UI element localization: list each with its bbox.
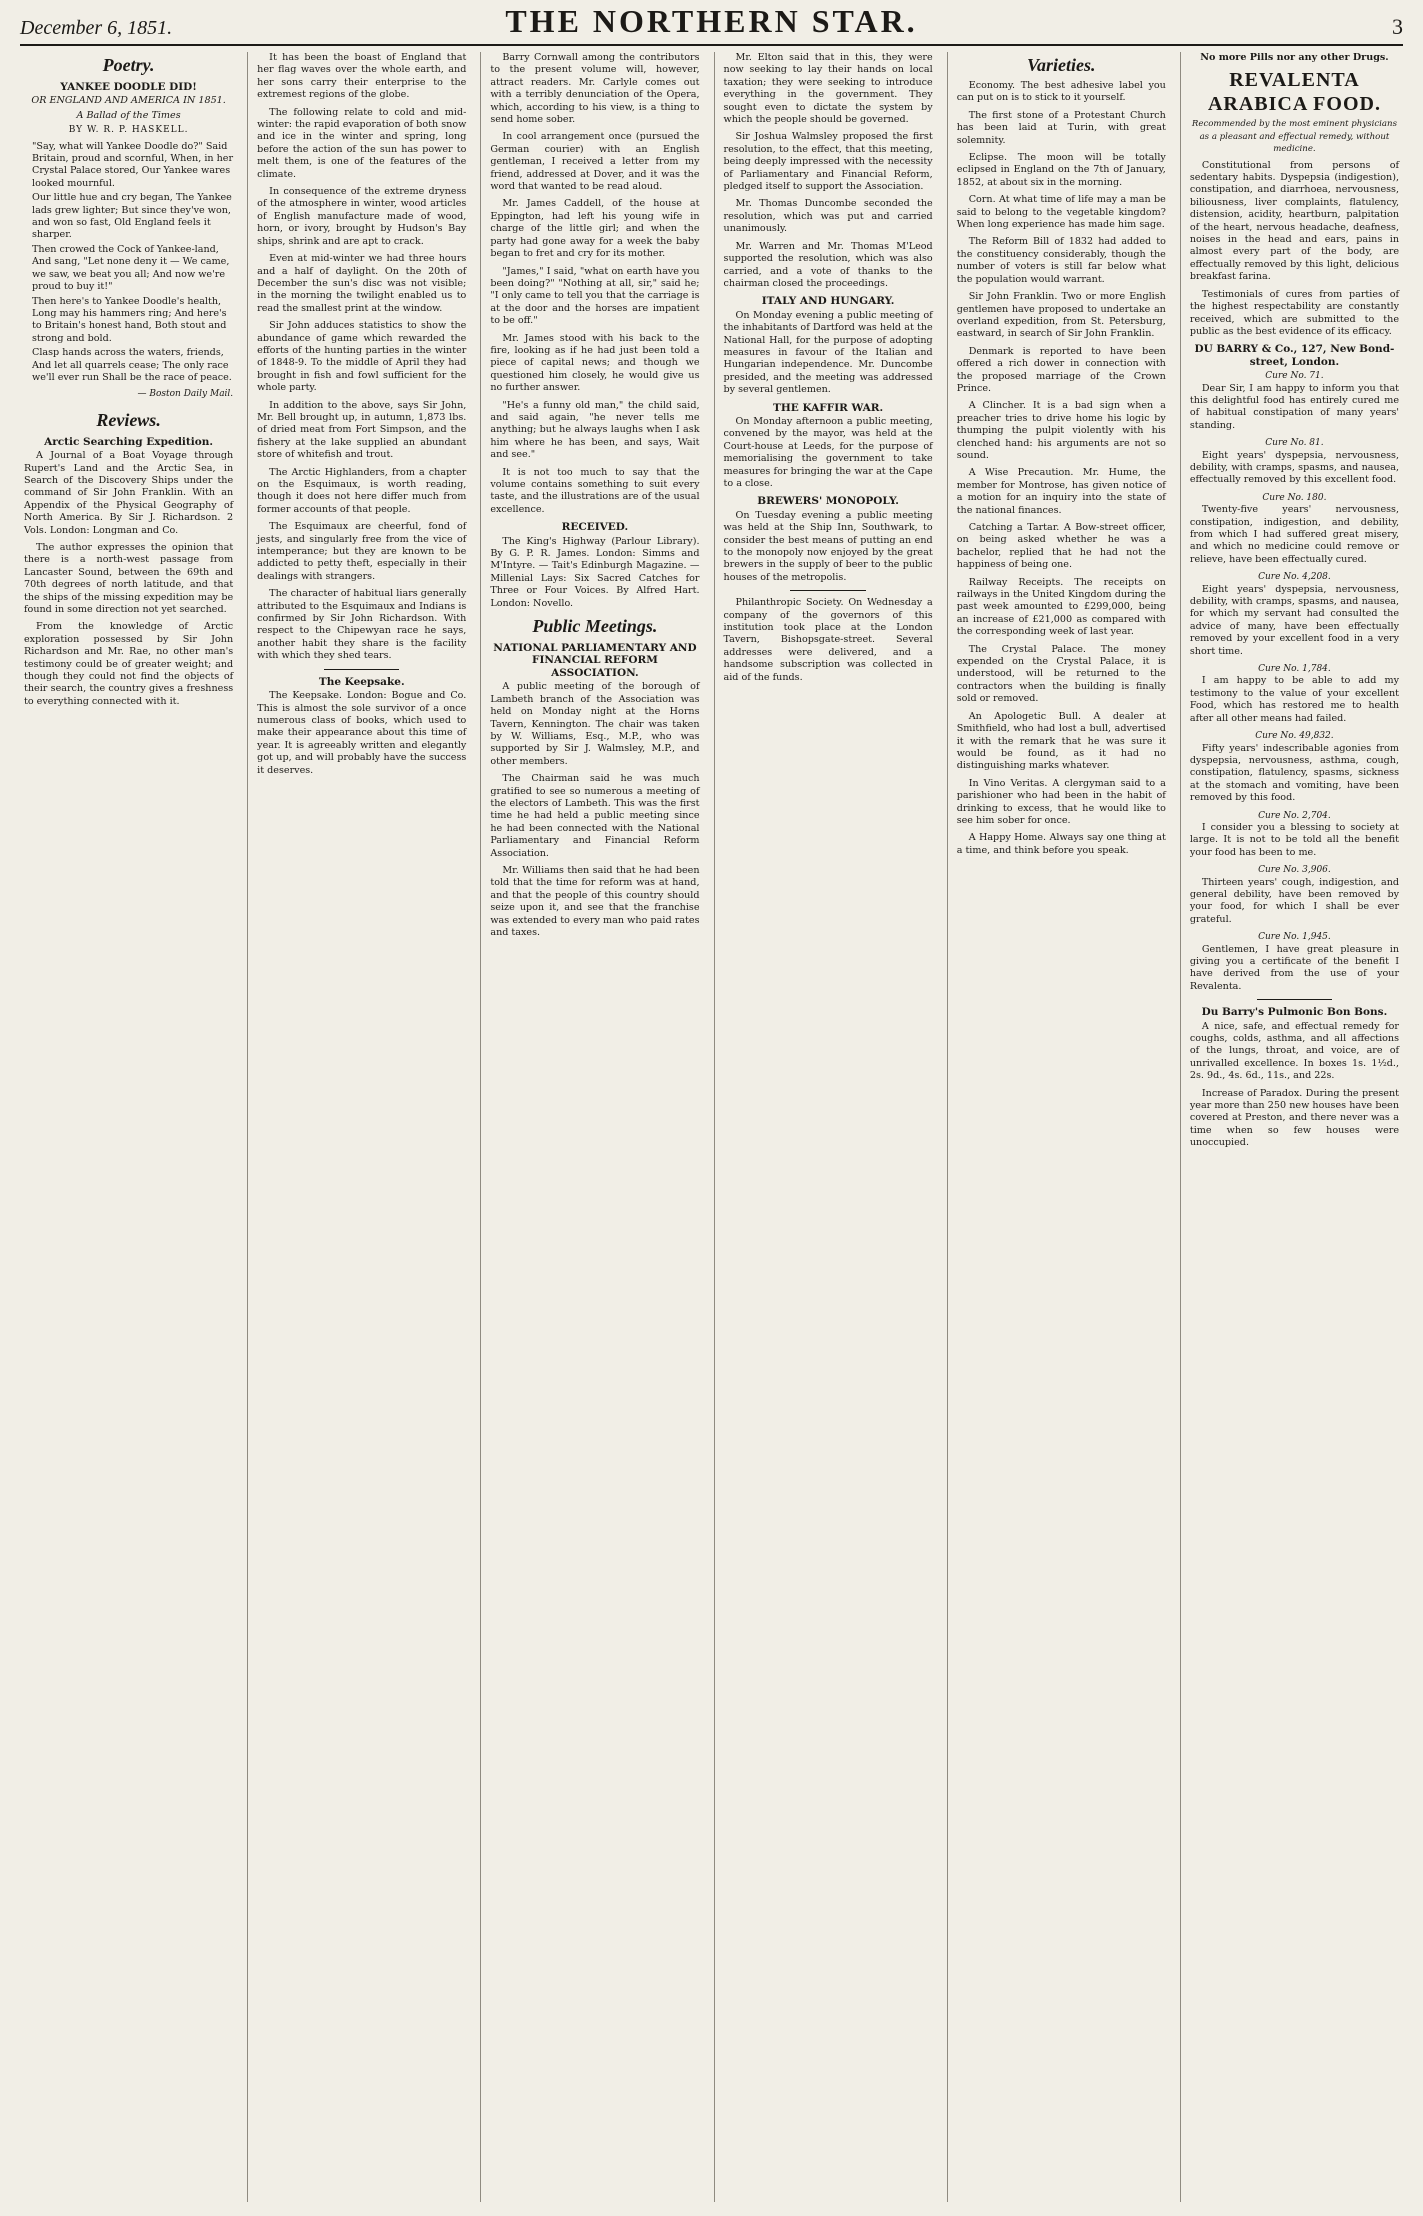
variety-item: In Vino Veritas. A clergyman said to a parishioner who had been in the habit of drinking to excess, that he would like to see him sober for once. — [956, 777, 1166, 826]
cure-number: Cure No. 71. — [1265, 371, 1324, 382]
cure-text: Dear Sir, I am happy to inform you that this delightful food has entirely cured me of habitual constipation of many years' standing. — [1189, 382, 1400, 431]
cure-text: Fifty years' indescribable agonies from dyspepsia, nervousness, asthma, cough, constipation, flatulency, spasms, sickness at the stomach and vomiting, have been removed by this food. — [1189, 742, 1400, 804]
article-paragraph: Barry Cornwall among the contributors to the present volume will, however, attract readers. Mr. Carlyle comes out with a terribly denunciation of the Opera, which, according to his view, is a thing to send home sober. — [490, 52, 700, 126]
italy-hungary-title: ITALY AND HUNGARY. — [761, 295, 895, 308]
italy-hungary-paragraph: On Monday evening a public meeting of the inhabitants of Dartford was held at the National Hall, for the purpose of adopting measures in favour of the Italian and Hungarian independence. Mr. Duncombe presided, and the meeting was addressed by several gentlemen. — [723, 309, 933, 396]
cure-number: Cure No. 3,906. — [1258, 865, 1331, 876]
reviews-heading: Reviews. — [96, 409, 161, 430]
article-paragraph: In addition to the above, says Sir John, Mr. Bell brought up, in autumn, 1,873 lbs. of dried meat from Fort Simpson, and the fishery at the lake supplied an abundant store of whitefish and trout. — [257, 399, 467, 461]
cure-testimonials — [1190, 370, 1399, 993]
review-paragraph: A Journal of a Boat Voyage through Rupert's Land and the Arctic Sea, in Search of the Discovery Ships under the command of Sir John Franklin. With an Appendix of the Physical Geography of North America. By Sir J. Richardson. 2 Vols. London: Longman and Co. — [24, 450, 234, 536]
poem-stanza: Then crowed the Cock of Yankee-land, And sang, "Let none deny it — We came, we saw, we beat you all; And now we're proud to buy it!" — [32, 243, 230, 293]
cure-text: Thirteen years' cough, indigestion, and general debility, have been removed by your food, for which I shall be ever grateful. — [1189, 876, 1400, 925]
variety-item: The Crystal Palace. The money expended on the Crystal Palace, it is understood, will be returned to the contractors when the building is finally sold or removed. — [956, 643, 1166, 705]
poem-stanza: "Say, what will Yankee Doodle do?" Said Britain, proud and scornful, When, in her Crystal Palace stored, Our Yankee wares looked mournful. — [32, 140, 234, 189]
public-meetings-heading: Public Meetings. — [532, 616, 658, 637]
article-paragraph: It is not too much to say that the volume contains something to suit every taste, and the illustrations are of the usual excellence. — [490, 466, 700, 515]
review-title: Arctic Searching Expedition. — [44, 435, 214, 448]
advert-subtitle: Recommended by the most eminent physicians as a pleasant and effectual remedy, without medicine. — [1191, 119, 1397, 155]
brewers-monopoly-paragraph: On Tuesday evening a public meeting was held at the Ship Inn, Southwark, to consider the best means of putting an end to the monopoly now enjoyed by the great brewers in the supply of beer to the public houses of the metropolis. — [723, 509, 933, 583]
meeting-paragraph: A public meeting of the borough of Lambeth branch of the Association was held on Monday night at the Horns Tavern, Kennington. The chair was taken by W. Williams, Esq., M.P., who was supported by Sir J. Walmsley, M.P., and other members. — [490, 681, 700, 767]
cure-testimonial — [1190, 864, 1399, 926]
variety-item: A Happy Home. Always say one thing at a time, and think before you speak. — [956, 832, 1166, 856]
cure-number: Cure No. 81. — [1265, 438, 1324, 449]
meeting-paragraph: The Chairman said he was much gratified to see so numerous a meeting of the electors of Lambeth. This was the first time he had held a public meeting since he had been connected with the National Parliamentary and Financial Reform Association. — [490, 773, 700, 859]
cure-text: I am happy to be able to add my testimony to the value of your excellent Food, which has restored me to health after all other means had failed. — [1189, 675, 1400, 724]
variety-item: Catching a Tartar. A Bow-street officer, on being asked whether he was a bachelor, replied that he had not the happiness of being one. — [956, 522, 1166, 571]
poem-stanza: Then here's to Yankee Doodle's health, Long may his hammers ring; And here's to Britain's honest hand, Both stout and strong and bold. — [32, 295, 227, 344]
cure-text: Gentlemen, I have great pleasure in giving you a certificate of the benefit I have derived from the use of your Revalenta. — [1189, 943, 1400, 992]
cure-number: Cure No. 2,704. — [1258, 810, 1331, 821]
article-paragraph: Even at mid-winter we had three hours and a half of daylight. On the 20th of December the sun's disc was not visible; in the morning the twilight enabled us to read the smallest print at the window. — [257, 253, 467, 314]
review-paragraph: The author expresses the opinion that there is a north-west passage from Lancaster Sound, between the 69th and 70th degrees of north latitude, and that the ships of the missing expedition may be found in some direction not yet searched. — [24, 542, 234, 616]
poem-credit: — Boston Daily Mail. — [137, 389, 234, 400]
article-paragraph: Mr. James stood with his back to the fire, looking as if he had just been told a piece of capital news; and though we questioned him closely, he would give us no further answer. — [490, 332, 700, 394]
poem-body — [24, 141, 233, 385]
poem-stanza: Our little hue and cry began, The Yankee lads grew lighter; But since they've won, and won so fast, Old England feels it sharper. — [32, 192, 232, 241]
poem-subtitle-2: A Ballad of the Times — [76, 109, 181, 121]
bon-bons-title: Du Barry's Pulmonic Bon Bons. — [1201, 1006, 1388, 1019]
divider — [324, 669, 399, 670]
columns — [20, 52, 1403, 2202]
variety-item: Economy. The best adhesive label you can put on is to stick to it yourself. — [956, 80, 1166, 104]
article-paragraph: Mr. Elton said that in this, they were now seeking to lay their hands on local taxation; they were seeking to introduce everything in the government. They sought even to dictate the system by which the people should be governed. — [723, 52, 933, 126]
variety-item: A Clincher. It is a bad sign when a preacher tries to drive home his logic by thumping the pulpit violently with his clenched hand: his arguments are not so sound. — [956, 400, 1166, 461]
column-3 — [480, 52, 703, 2202]
article-paragraph: It has been the boast of England that her flag waves over the whole earth, and her sons carry their enterprise to the extremest regions of the globe. — [257, 52, 467, 101]
column-2 — [247, 52, 470, 2202]
article-paragraph: Mr. James Caddell, of the house at Eppington, had left his young wife in charge of the little girl; and when the party had gone away for a week the baby began to fret and cry for its mother. — [490, 198, 700, 260]
article-paragraph: The Arctic Highlanders, from a chapter on the Esquimaux, is worth reading, though it does not here differ much from former accounts of that people. — [257, 466, 467, 515]
closing-paragraph: Increase of Paradox. During the present year more than 250 new houses have been covered at Preston, and there never was a time when so few houses were unoccupied. — [1189, 1087, 1400, 1149]
divider — [790, 590, 865, 591]
cure-testimonial — [1190, 730, 1399, 804]
issue-date: December 6, 1851. — [20, 17, 173, 39]
advert-title: REVALENTA ARABICA FOOD. — [1207, 69, 1381, 116]
column-4 — [714, 52, 937, 2202]
variety-item: The Reform Bill of 1832 had added to the constituency considerably, though the number of voters is still far below what the population would warrant. — [956, 236, 1166, 285]
cure-text: Eight years' dyspepsia, nervousness, debility, with cramps, spasms, and nausea, for which my servant had consulted the advice of many, have been effectually removed by your excellent food in a very short time. — [1189, 583, 1400, 657]
cure-text: I consider you a blessing to society at large. It is not to be told all the benefit your food has been to me. — [1189, 821, 1400, 858]
variety-item: Corn. At what time of life may a man be said to belong to the vegetable kingdom? When long experience has made him sage. — [956, 194, 1166, 231]
advert-paragraph: Constitutional from persons of sedentary habits. Dyspepsia (indigestion), constipation, and diarrhoea, nervousness, biliousness, liver complaints, flatulency, distension, acidity, heartburn, palpitation of the heart, nervous headache, deafness, noises in the head and ears, pains in almost every part of the body, are effectually removed by this light, delicious breakfast farina. — [1189, 159, 1400, 283]
poem-byline: BY W. R. P. HASKELL. — [68, 125, 189, 136]
kaffir-war-title: THE KAFFIR WAR. — [773, 401, 884, 414]
cure-testimonial — [1190, 437, 1399, 487]
cure-number: Cure No. 1,945. — [1258, 932, 1331, 943]
bon-bons-paragraph: A nice, safe, and effectual remedy for coughs, colds, asthma, and all affections of the lungs, throat, and voice, are of unrivalled excellence. In boxes 1s. 1½d., 2s. 9d., 4s. 6d., 11s., and 22s. — [1189, 1020, 1400, 1082]
kaffir-war-paragraph: On Monday afternoon a public meeting, convened by the mayor, was held at the Court-house at Leeds, for the purpose of memorialising the government to take measures for bringing the war at the Cape to a close. — [723, 415, 933, 489]
review-paragraph: From the knowledge of Arctic exploration possessed by Sir John Richardson and Mr. Rae, no other man's testimony could be of greater weight; and though they could not find the objects of their search, the country gives a freshness to everything connected with it. — [24, 621, 234, 707]
article-paragraph: The Esquimaux are cheerful, fond of jests, and singularly free from the vice of intemperance; but they are known to be addicted to petty theft, especially in their dealings with strangers. — [257, 521, 467, 582]
meeting-paragraph: Mr. Williams then said that he had been told that the time for reform was at hand, and that the people of this country should seize upon it, and see that the franchise was extended to every man who paid rates and taxes. — [490, 864, 700, 938]
article-paragraph: Mr. Thomas Duncombe seconded the resolution, which was put and carried unanimously. — [723, 198, 933, 235]
article-paragraph: The following relate to cold and mid-winter: the rapid evaporation of both snow and ice in the winter and spring, long before the action of the sun has power to melt them, is one of the features of the climate. — [257, 106, 467, 180]
poem-subtitle: OR ENGLAND AND AMERICA IN 1851. — [31, 95, 226, 107]
advert-address: DU BARRY & Co., 127, New Bond-street, London. — [1194, 343, 1395, 368]
page-number: 3 — [1392, 14, 1403, 39]
cure-testimonial — [1190, 370, 1399, 432]
poem-stanza: Clasp hands across the waters, friends, And let all quarrels cease; The only race we'll ever run Shall be the race of peace. — [32, 347, 232, 383]
advert-paragraph: Testimonials of cures from parties of the highest respectability are constantly received, which are submitted to the public as the best evidence of its efficacy. — [1189, 288, 1400, 337]
variety-item: Railway Receipts. The receipts on railways in the United Kingdom during the past week amounted to £299,000, being an increase of £21,000 as compared with the corresponding week of last year. — [956, 576, 1166, 638]
cure-text: Twenty-five years' nervousness, constipation, indigestion, and debility, from which I had suffered great misery, and which no medicine could remove or relieve, have been effectually cured. — [1189, 504, 1400, 565]
article-paragraph: Sir John adduces statistics to show the abundance of game which rewarded the efforts of the hunting parties in the winter of 1848-9. To the middle of April they had brought in fish and fowl sufficient for the whole party. — [257, 320, 467, 394]
received-title: RECEIVED. — [561, 521, 629, 534]
article-paragraph: In cool arrangement once (pursued the German courier) with an English gentleman, I received a letter from my friend, addressed at Dover, and it was the word that wanted to be read aloud. — [490, 131, 700, 193]
cure-number: Cure No. 4,208. — [1258, 572, 1331, 583]
masthead-title: THE NORTHERN STAR. — [505, 3, 918, 39]
brewers-monopoly-title: BREWERS' MONOPOLY. — [757, 495, 899, 508]
article-paragraph: "James," I said, "what on earth have you been doing?" "Nothing at all, sir," said he; "I only came to tell you that the carriage is at the door and the horses are impatient to be off." — [490, 265, 700, 327]
poetry-heading: Poetry. — [102, 55, 155, 75]
variety-item: Eclipse. The moon will be totally eclipsed in England on the 7th of January, 1852, at about six in the morning. — [956, 152, 1166, 188]
keepsake-title: The Keepsake. — [318, 675, 405, 688]
variety-item: Sir John Franklin. Two or more English gentlemen have proposed to undertake an overland expedition, from St. Petersburg, eastward, in search of Sir John Franklin. — [956, 291, 1166, 340]
cure-testimonial — [1190, 571, 1399, 658]
variety-item: An Apologetic Bull. A dealer at Smithfield, who had lost a bull, advertised it with the remark that he was sure it would be found, as it had no distinguishing marks whatever. — [956, 710, 1166, 772]
varieties-heading: Varieties. — [1027, 55, 1096, 75]
cure-testimonial — [1190, 663, 1399, 725]
keepsake-paragraph: The Keepsake. London: Bogue and Co. This is almost the sole survivor of a once numerous class of books, which used to make their appearance about this time of year. It is agreeably written and elegantly got up, and will probably have the success it deserves. — [257, 690, 467, 776]
cure-testimonial — [1190, 810, 1399, 860]
article-paragraph: Mr. Warren and Mr. Thomas M'Leod supported the resolution, which was also carried, and a vote of thanks to the chairman closed the proceedings. — [723, 240, 933, 289]
article-paragraph: The character of habitual liars generally attributed to the Esquimaux and Indians is confirmed by Sir John Richardson. With respect to the Chipewyan race he says, another habit they share is the facility with which they shed tears. — [257, 588, 467, 662]
variety-item: A Wise Precaution. Mr. Hume, the member for Montrose, has given notice of a motion for an inquiry into the state of the national finances. — [956, 467, 1166, 516]
cure-number: Cure No. 1,784. — [1258, 664, 1331, 675]
cure-testimonial — [1190, 931, 1399, 993]
meeting-title: NATIONAL PARLIAMENTARY AND FINANCIAL REFORM ASSOCIATION. — [493, 642, 697, 679]
divider — [1257, 999, 1332, 1000]
column-6 — [1180, 52, 1403, 2202]
received-paragraph: The King's Highway (Parlour Library). By G. P. R. James. London: Simms and M'Intyre. — Tait's Edinburgh Magazine. — Millenial Lays: Six Sacred Catches for Three or Four Voices. By Alfred Hart. London: Novello. — [490, 535, 700, 609]
page-header — [20, 3, 1403, 46]
advert-kicker: No more Pills nor any other Drugs. — [1200, 52, 1389, 63]
cure-text: Eight years' dyspepsia, nervousness, debility, with cramps, spasms, and nausea, effectually removed by this excellent food. — [1189, 449, 1400, 486]
cure-number: Cure No. 49,832. — [1255, 731, 1334, 742]
article-paragraph: Sir Joshua Walmsley proposed the first resolution, to the effect, that this meeting, being deeply impressed with the necessity of Parliamentary and Financial Reform, pledged itself to support the Association. — [723, 131, 933, 193]
article-paragraph: "He's a funny old man," the child said, and said again, "he never tells me anything; but he always laughs when I ask him where he has been, and says, Wait and see." — [490, 399, 700, 461]
variety-item: The first stone of a Protestant Church has been laid at Turin, with great solemnity. — [956, 109, 1166, 146]
article-paragraph: In consequence of the extreme dryness of the atmosphere in winter, wood articles of English manufacture made of wood, horn, or ivory, brought by Hudson's Bay ships, shrink and are apt to crack. — [257, 186, 467, 247]
cure-number: Cure No. 180. — [1262, 492, 1327, 503]
poem-title: YANKEE DOODLE DID! — [60, 81, 197, 93]
column-1 — [20, 52, 237, 2202]
cure-testimonial — [1190, 492, 1399, 566]
variety-item: Denmark is reported to have been offered a rich dower in connection with the proposed marriage of the Crown Prince. — [956, 345, 1166, 394]
philanthropic-paragraph: Philanthropic Society. On Wednesday a company of the governors of this institution took place at the London Tavern, Bishopsgate-street. Several addresses were delivered, and a handsome subscription was collected in aid of the funds. — [723, 597, 933, 683]
column-5 — [947, 52, 1170, 2202]
